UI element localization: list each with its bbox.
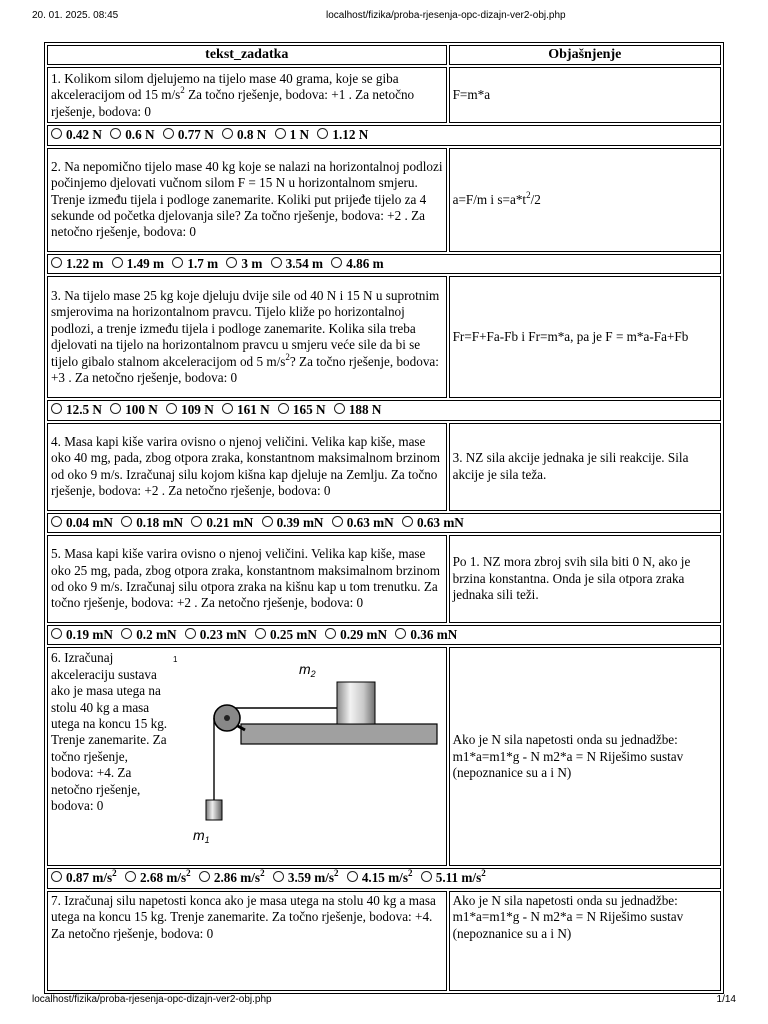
radio-icon[interactable] (402, 516, 413, 527)
radio-icon[interactable] (222, 128, 233, 139)
answer-options-5 (47, 625, 721, 645)
task-text-3: 3. Na tijelo mase 25 kg koje djeluju dvije sile od 40 N i 15 N u suprotnim smjerovima na horizontalnom pravcu. Tijelo kliže po horizontalnoj podlozi, a trenje između tijela i podloge zanemarite. Kolika sila treba djelovati na tijelo na horizontalnom pravcu u smjeru veće sile da bi se tijelo gibalo stalnom akceleracijom od 5 $m/s^2$? Za točno rješenje, bodova: +3 . Za netočno rješenje, bodova: 0 (47, 276, 447, 398)
answer-option[interactable]: 1.12 N (317, 127, 368, 142)
print-header (0, 6, 768, 22)
answer-option[interactable]: 0.25 mN (255, 627, 317, 642)
answer-option[interactable]: 3.54 m (271, 256, 323, 271)
table-mass-m2 (337, 682, 375, 724)
radio-icon[interactable] (271, 257, 282, 268)
pulley-hub (224, 715, 230, 721)
answer-option[interactable]: 0.36 mN (395, 627, 457, 642)
task-text-2: 2. Na nepomično tijelo mase 40 kg koje se nalazi na horizontalnoj podlozi počinjemo djelovati vučnom silom F = 15 N u horizontalnom smjeru. Trenje između tijela i podloge zanemarite. Koliki put prijeđe tijelo za 4 sekunde od početka djelovanja sile? Za točno rješenje, bodova: +2 . Za netočno rješenje, bodova: 0 (47, 148, 447, 252)
answer-option[interactable]: 188 N (334, 402, 382, 417)
radio-icon[interactable] (317, 128, 328, 139)
answer-options-6 (47, 868, 721, 888)
tasks-table (44, 42, 724, 994)
task-explanation-7: Ako je N sila napetosti onda su jednadžbe: m1*a=m1*g - N m2*a = N Riješimo sustav (nepoznanice su a i N) (449, 891, 721, 991)
answer-options-2 (47, 254, 721, 274)
radio-icon[interactable] (278, 403, 289, 414)
figure-corner-mark: 1 (173, 655, 178, 665)
options-row-4 (47, 513, 721, 533)
task-text-4: 4. Masa kapi kiše varira ovisno o njenoj veličini. Velika kap kiše, mase oko 40 mg, pada, zbog otpora zraka, konstantnom maksimalnom brzinom od oko 9 m/s. Izračunaj silu kojom kišna kap djeluje na Zemlju. Za točno rješenje, bodova: +2 . Za netočno rješenje, bodova: 0 (47, 423, 447, 511)
task-explanation-4: 3. NZ sila akcije jednaka je sili reakcije. Sila akcije je sila teža. (449, 423, 721, 511)
answer-options-1 (47, 125, 721, 145)
column-header-explanation: Objašnjenje (449, 45, 721, 65)
task-text-7: 7. Izračunaj silu napetosti konca ako je masa utega na stolu 40 kg a masa utega na koncu 15 kg. Trenje zanemarite. Za točno rješenje, bodova: +4. Za netočno rješenje, bodova: 0 (47, 891, 447, 991)
pulley-diagram (173, 650, 447, 864)
answer-option[interactable]: 1.7 m (172, 256, 218, 271)
print-footer (0, 994, 768, 1010)
answer-option[interactable]: 5.11 $m/s^2$ (421, 870, 486, 885)
answer-option[interactable]: 0.39 mN (262, 515, 324, 530)
answer-option[interactable]: 0.18 mN (121, 515, 183, 530)
answer-option[interactable]: 1.49 m (112, 256, 164, 271)
options-row-2 (47, 254, 721, 274)
answer-option[interactable]: 161 N (222, 402, 270, 417)
task-row-7 (47, 891, 721, 991)
answer-option[interactable]: 3.59 $m/s^2$ (273, 870, 339, 885)
label-m2: $m_2$ (299, 661, 316, 680)
radio-icon[interactable] (51, 257, 62, 268)
task-text-5: 5. Masa kapi kiše varira ovisno o njenoj veličini. Velika kap kiše, mase oko 25 mg, pada, zbog otpora zraka, konstantnom maksimalnom brzinom od oko 9 m/s. Izračunaj silu otpora zraka na kišnu kap u tom trenutku. Za točno rješenje, bodova: +2 . Za netočno rješenje, bodova: 0 (47, 535, 447, 623)
answer-option[interactable]: 0.29 mN (325, 627, 387, 642)
radio-icon[interactable] (51, 871, 62, 882)
answer-option[interactable]: 165 N (278, 402, 326, 417)
hanging-mass-m1 (206, 800, 222, 820)
task-explanation-6: Ako je N sila napetosti onda su jednadžbe: m1*a=m1*g - N m2*a = N Riješimo sustav (nepoznanice su a i N) (449, 647, 721, 866)
radio-icon[interactable] (325, 628, 336, 639)
radio-icon[interactable] (51, 516, 62, 527)
radio-icon[interactable] (121, 628, 132, 639)
radio-icon[interactable] (51, 403, 62, 414)
radio-icon[interactable] (51, 128, 62, 139)
task-row-2 (47, 148, 721, 252)
print-date: 20. 01. 2025. 08:45 (32, 10, 119, 21)
answer-option[interactable]: 2.68 $m/s^2$ (125, 870, 191, 885)
radio-icon[interactable] (110, 403, 121, 414)
print-header-url: localhost/fizika/proba-rjesenja-opc-dizajn-ver2-obj.php (326, 10, 566, 21)
answer-option[interactable]: 4.86 m (331, 256, 383, 271)
label-m1: $m_1$ (193, 827, 210, 846)
radio-icon[interactable] (222, 403, 233, 414)
answer-option[interactable]: 0.63 mN (402, 515, 464, 530)
radio-icon[interactable] (191, 516, 202, 527)
task-cell-6 (47, 647, 447, 866)
radio-icon[interactable] (163, 128, 174, 139)
radio-icon[interactable] (185, 628, 196, 639)
radio-icon[interactable] (273, 871, 284, 882)
table-header-row (47, 45, 721, 65)
task-row-1 (47, 67, 721, 123)
table-surface (241, 724, 437, 744)
radio-icon[interactable] (112, 257, 123, 268)
task-row-5 (47, 535, 721, 623)
radio-icon[interactable] (51, 628, 62, 639)
radio-icon[interactable] (166, 403, 177, 414)
radio-icon[interactable] (347, 871, 358, 882)
pulley-figure-svg (173, 650, 447, 864)
task-row-3 (47, 276, 721, 398)
answer-option[interactable]: 0.19 mN (51, 627, 113, 642)
answer-option[interactable]: 0.87 $m/s^2$ (51, 870, 117, 885)
column-header-task: tekst_zadatka (47, 45, 447, 65)
options-row-1 (47, 125, 721, 145)
task-explanation-2: a=F/m i $s=a*t^2/2$ (449, 148, 721, 252)
task-text-6: 6. Izračunaj akceleraciju sustava ako je masa utega na stolu 40 kg a masa utega na koncu 15 kg. Trenje zanemarite. Za točno rješenje, bodova: +4. Za netočno rješenje, bodova: 0 (51, 650, 168, 814)
answer-options-4 (47, 513, 721, 533)
answer-option[interactable]: 2.86 $m/s^2$ (199, 870, 265, 885)
answer-option[interactable]: 109 N (166, 402, 214, 417)
radio-icon[interactable] (421, 871, 432, 882)
radio-icon[interactable] (226, 257, 237, 268)
task-explanation-5: Po 1. NZ mora zbroj svih sila biti 0 N, ako je brzina konstantna. Onda je sila otpora zraka jednaka sili teži. (449, 535, 721, 623)
answer-option[interactable]: 0.63 mN (332, 515, 394, 530)
options-row-6 (47, 868, 721, 888)
answer-option[interactable]: 0.42 N (51, 127, 102, 142)
radio-icon[interactable] (275, 128, 286, 139)
radio-icon[interactable] (262, 516, 273, 527)
print-footer-url: localhost/fizika/proba-rjesenja-opc-dizajn-ver2-obj.php (32, 994, 272, 1005)
options-row-5 (47, 625, 721, 645)
page-number: 1/14 (716, 994, 736, 1005)
answer-option[interactable]: 4.15 $m/s^2$ (347, 870, 413, 885)
radio-icon[interactable] (121, 516, 132, 527)
answer-option[interactable]: 1.22 m (51, 256, 103, 271)
task-text-1: 1. Kolikom silom djelujemo na tijelo mase 40 grama, koje se giba akceleracijom od 15 $m/s^2$ Za točno rješenje, bodova: +1 . Za netočno rješenje, bodova: 0 (47, 67, 447, 123)
task-explanation-3: Fr=F+Fa-Fb i Fr=m*a, pa je F = m*a-Fa+Fb (449, 276, 721, 398)
radio-icon[interactable] (172, 257, 183, 268)
answer-option[interactable]: 0.04 mN (51, 515, 113, 530)
answer-option[interactable]: 1 N (275, 127, 309, 142)
radio-icon[interactable] (110, 128, 121, 139)
answer-option[interactable]: 100 N (110, 402, 158, 417)
answer-options-3 (47, 400, 721, 420)
task-explanation-1: F=m*a (449, 67, 721, 123)
radio-icon[interactable] (125, 871, 136, 882)
radio-icon[interactable] (395, 628, 406, 639)
task-row-4 (47, 423, 721, 511)
answer-option[interactable]: 0.6 N (110, 127, 154, 142)
radio-icon[interactable] (255, 628, 266, 639)
answer-option[interactable]: 0.8 N (222, 127, 266, 142)
radio-icon[interactable] (199, 871, 210, 882)
answer-option[interactable]: 0.23 mN (185, 627, 247, 642)
answer-option[interactable]: 12.5 N (51, 402, 102, 417)
task-row-6 (47, 647, 721, 866)
radio-icon[interactable] (334, 403, 345, 414)
answer-option[interactable]: 0.77 N (163, 127, 214, 142)
options-row-3 (47, 400, 721, 420)
radio-icon[interactable] (332, 516, 343, 527)
radio-icon[interactable] (331, 257, 342, 268)
answer-option[interactable]: 3 m (226, 256, 262, 271)
answer-option[interactable]: 0.2 mN (121, 627, 176, 642)
answer-option[interactable]: 0.21 mN (191, 515, 253, 530)
